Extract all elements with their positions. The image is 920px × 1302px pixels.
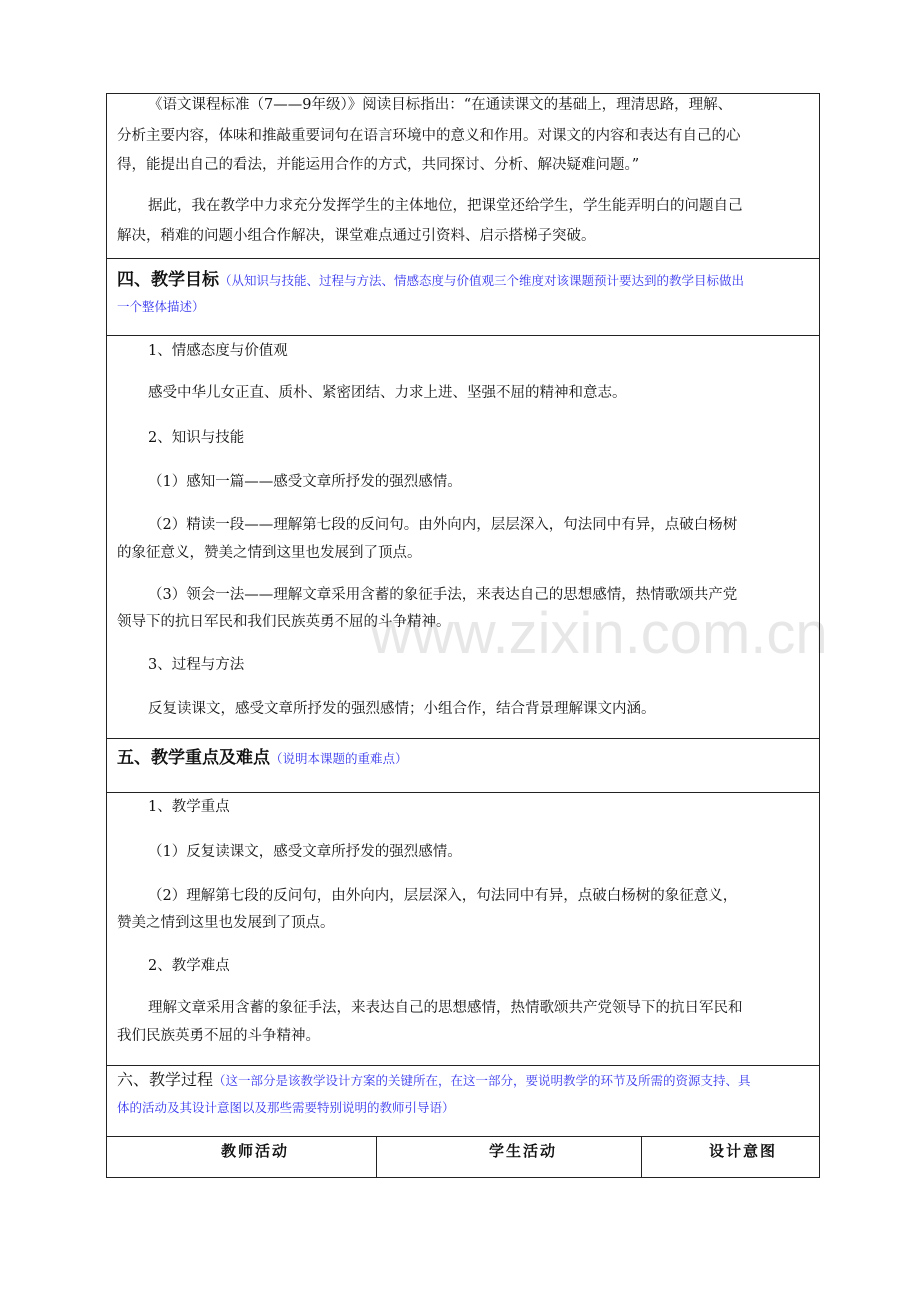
table-border (106, 1177, 820, 1178)
text-line: 2、教学难点 (148, 958, 230, 974)
section-heading: 六、教学过程（这一部分是该教学设计方案的关键所在，在这一部分，要说明教学的环节及所需的资源支持、具 (117, 1070, 751, 1089)
text-line: 《语文课程标准（7——9年级）》阅读目标指出：“在通读课文的基础上，理清思路，理解、 (148, 97, 733, 113)
text-line: 理解文章采用含蓄的象征手法，来表达自己的思想感情，热情歌颂共产党领导下的抗日军民和 (148, 1000, 743, 1016)
text-line: 据此，我在教学中力求充分发挥学生的主体地位，把课堂还给学生，学生能弄明白的问题自己 (148, 198, 743, 214)
text-line: （3）领会一法——理解文章采用含蓄的象征手法，来表达自己的思想感情，热情歌颂共产党 (148, 587, 738, 603)
section-heading: 四、教学目标（从知识与技能、过程与方法、情感态度与价值观三个维度对该课题预计要达到的教学目标做出 (117, 270, 745, 290)
text-line: 的象征意义，赞美之情到这里也发展到了顶点。 (117, 545, 422, 561)
column-header-teacher: 教师活动 (221, 1142, 290, 1160)
text-line: 解决，稍难的问题小组合作解决，课堂难点通过引资料、启示搭梯子突破。 (117, 228, 596, 244)
text-line: （1）感知一篇——感受文章所抒发的强烈感情。 (148, 474, 462, 490)
table-border (106, 792, 820, 793)
text-line: （2）理解第七段的反问句，由外向内，层层深入，句法同中有异，点破白杨树的象征意义， (148, 888, 738, 904)
text-line: （1）反复读课文，感受文章所抒发的强烈感情。 (148, 844, 462, 860)
table-border (819, 93, 820, 1177)
text-line: 1、教学重点 (148, 799, 230, 815)
section-note: 一个整体描述） (117, 299, 205, 314)
table-border (106, 335, 820, 336)
text-line: （2）精读一段——理解第七段的反问句。由外向内，层层深入，句法同中有异，点破白杨树 (148, 517, 738, 533)
table-border (106, 738, 820, 739)
table-border (106, 258, 820, 259)
table-border (106, 1136, 820, 1137)
column-header-intent: 设计意图 (709, 1142, 778, 1160)
table-border (106, 1065, 820, 1066)
column-header-student: 学生活动 (489, 1142, 558, 1160)
text-line: 2、知识与技能 (148, 430, 245, 446)
text-line: 分析主要内容，体味和推敲重要词句在语言环境中的意义和作用。对课文的内容和表达有自己的心 (117, 128, 741, 144)
text-line: 1、情感态度与价值观 (148, 343, 288, 359)
table-border (376, 1136, 377, 1177)
text-line: 领导下的抗日军民和我们民族英勇不屈的斗争精神。 (117, 614, 451, 630)
text-line: 得，能提出自己的看法，并能运用合作的方式，共同探讨、分析、解决疑难问题。” (117, 157, 640, 173)
table-border (106, 93, 107, 1177)
text-line: 反复读课文，感受文章所抒发的强烈感情；小组合作，结合背景理解课文内涵。 (148, 701, 656, 717)
section-heading: 五、教学重点及难点（说明本课题的重难点） (117, 748, 408, 768)
text-line: 我们民族英勇不屈的斗争精神。 (117, 1028, 320, 1044)
section-note: 体的活动及其设计意图以及那些需要特别说明的教师引导语） (117, 1100, 455, 1115)
text-line: 3、过程与方法 (148, 657, 245, 673)
watermark: www.zixin.com.cn (370, 601, 828, 666)
text-line: 感受中华儿女正直、质朴、紧密团结、力求上进、坚强不屈的精神和意志。 (148, 385, 627, 401)
text-line: 赞美之情到这里也发展到了顶点。 (117, 915, 335, 931)
table-border (641, 1136, 642, 1177)
table-border (106, 93, 820, 94)
